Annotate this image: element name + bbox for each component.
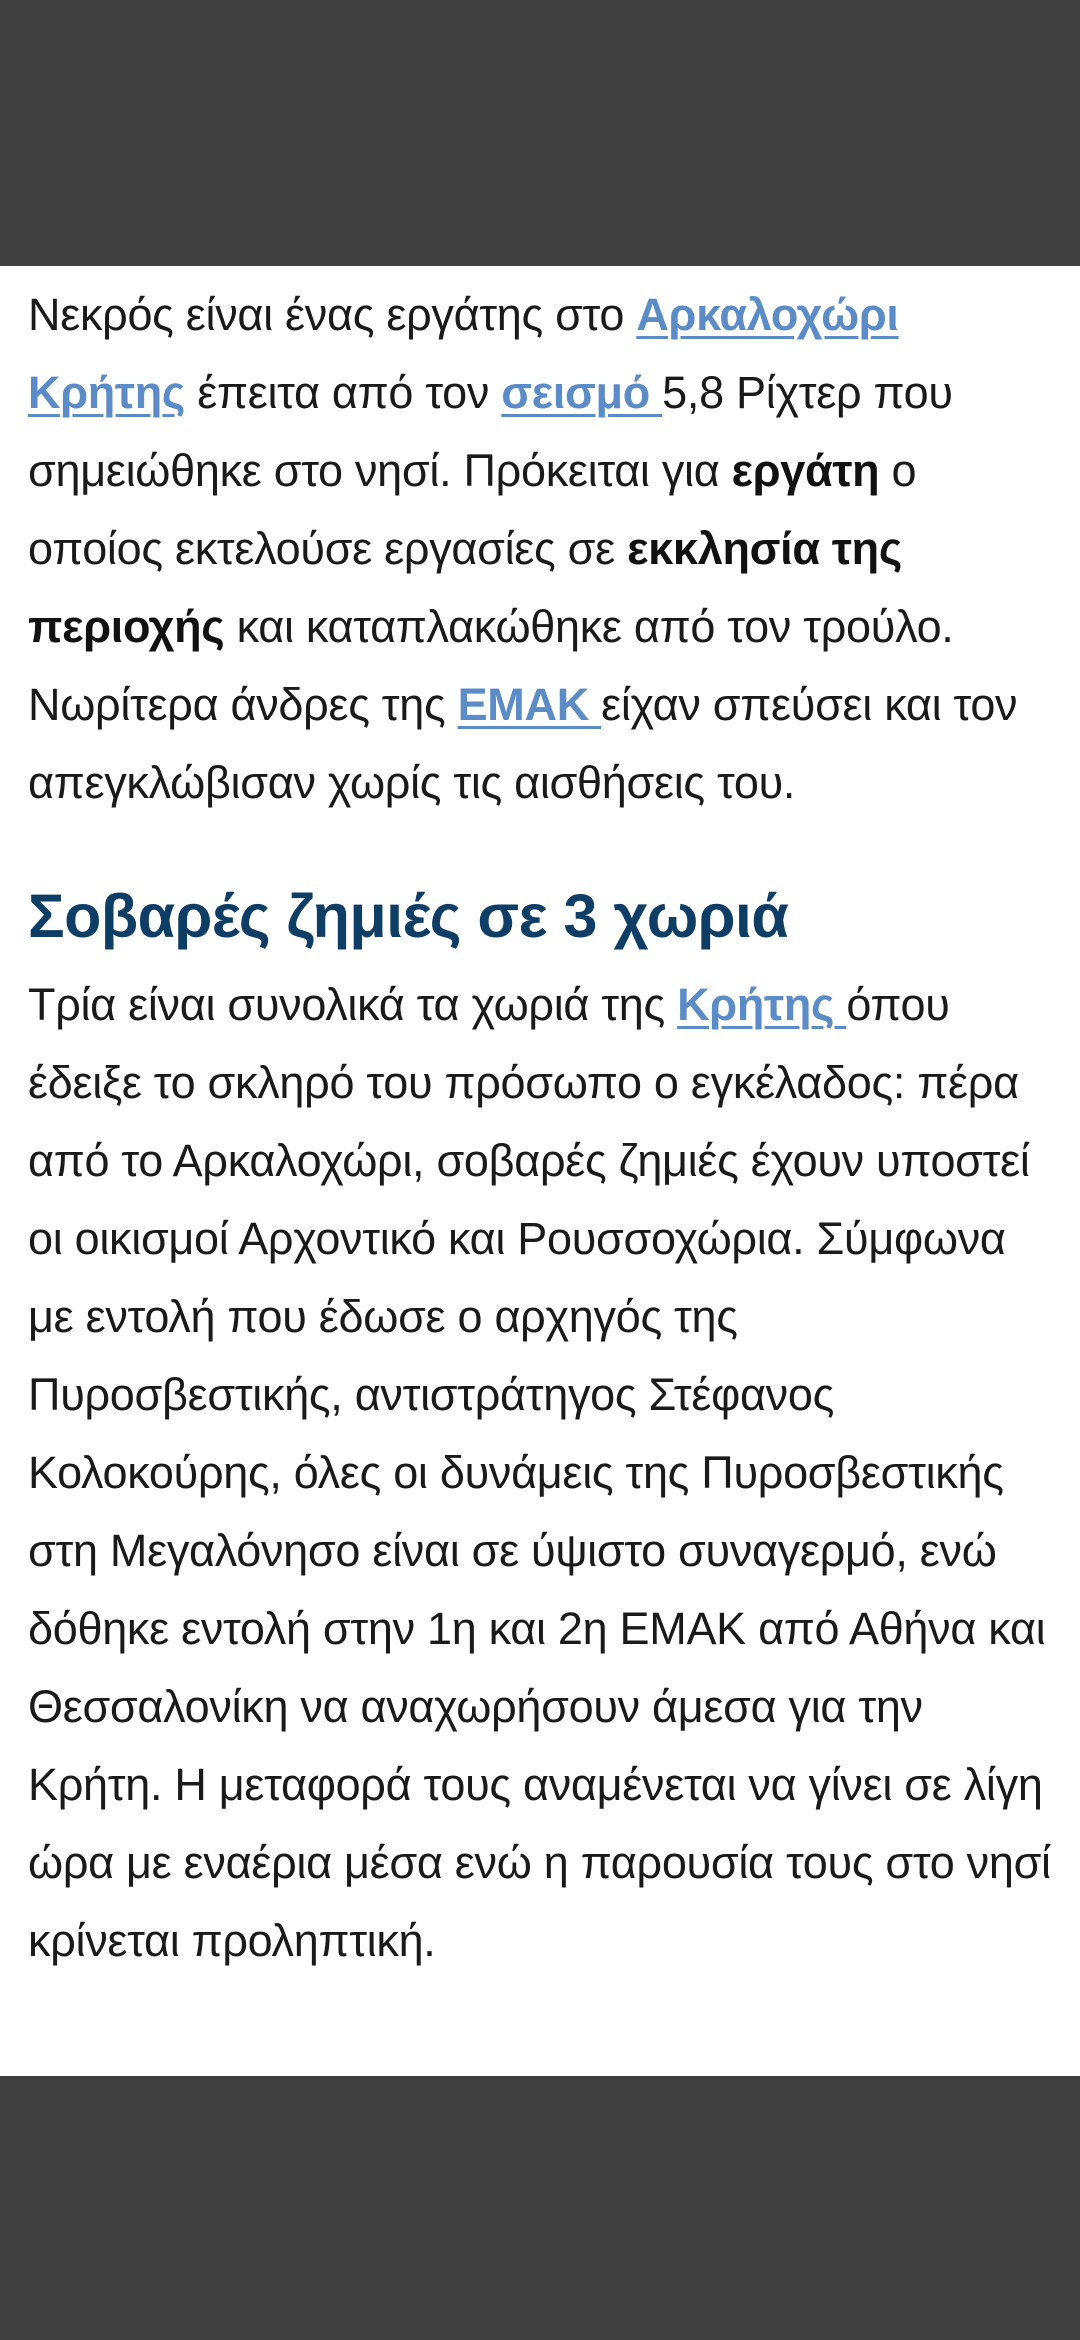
article-body (0, 266, 1080, 2076)
bold-text-ergati: εργάτη (731, 445, 880, 496)
article-paragraph-1 (28, 276, 1052, 822)
bold-text-ekklisia: εκκλησία της περιοχής (28, 523, 902, 652)
text-span: όπου έδειξε το σκληρό του πρόσωπο ο εγκέλαδος: πέρα από το Αρκαλοχώρι, σοβαρές ζημιές έχουν υποστεί οι οικισμοί Αρχοντικό και Ρουσσοχώρια. Σύμφωνα με εντολή που έδωσε ο αρχηγός της Πυροσβεστικής, αντιστράτηγος Στέφανος Κολοκούρης, όλες οι δυνάμεις της Πυροσβεστικής στη Μεγαλόνησο είναι σε ύψιστο συναγερμό, ενώ δόθηκε εντολή στην 1η και 2η ΕΜΑΚ από Αθήνα και Θεσσαλονίκη να αναχωρήσουν άμεσα για την Κρήτη. Η μεταφορά τους αναμένεται να γίνει σε λίγη ώρα με εναέρια μέσα ενώ η παρουσία τους στο νησί κρίνεται προληπτική. (28, 979, 1051, 1966)
text-span: και καταπλακώθηκε από τον τρούλο. Νωρίτερα άνδρες της (28, 601, 954, 730)
article-paragraph-2 (28, 966, 1052, 1980)
text-span: ο οποίος εκτελούσε εργασίες σε (28, 445, 917, 574)
text-span: είχαν σπεύσει και τον απεγκλώβισαν χωρίς τις αισθήσεις του. (28, 679, 1018, 808)
link-arkalochori-kritis[interactable]: Αρκαλοχώρι Κρήτης (28, 289, 899, 418)
text-span: Νεκρός είναι ένας εργάτης στο (28, 289, 637, 340)
top-overlay (0, 0, 1080, 266)
link-seismos[interactable]: σεισμό (501, 367, 663, 418)
section-heading: Σοβαρές ζημιές σε 3 χωριά (28, 882, 789, 950)
bottom-overlay (0, 2076, 1080, 2340)
text-span: 5,8 Ρίχτερ που σημειώθηκε στο νησί. Πρόκειται για (28, 367, 953, 496)
text-span: έπειτα από τον (185, 367, 502, 418)
link-kritis[interactable]: Κρήτης (677, 979, 847, 1030)
link-emak[interactable]: ΕΜΑΚ (457, 679, 602, 730)
text-span: Τρία είναι συνολικά τα χωριά της (28, 979, 678, 1030)
